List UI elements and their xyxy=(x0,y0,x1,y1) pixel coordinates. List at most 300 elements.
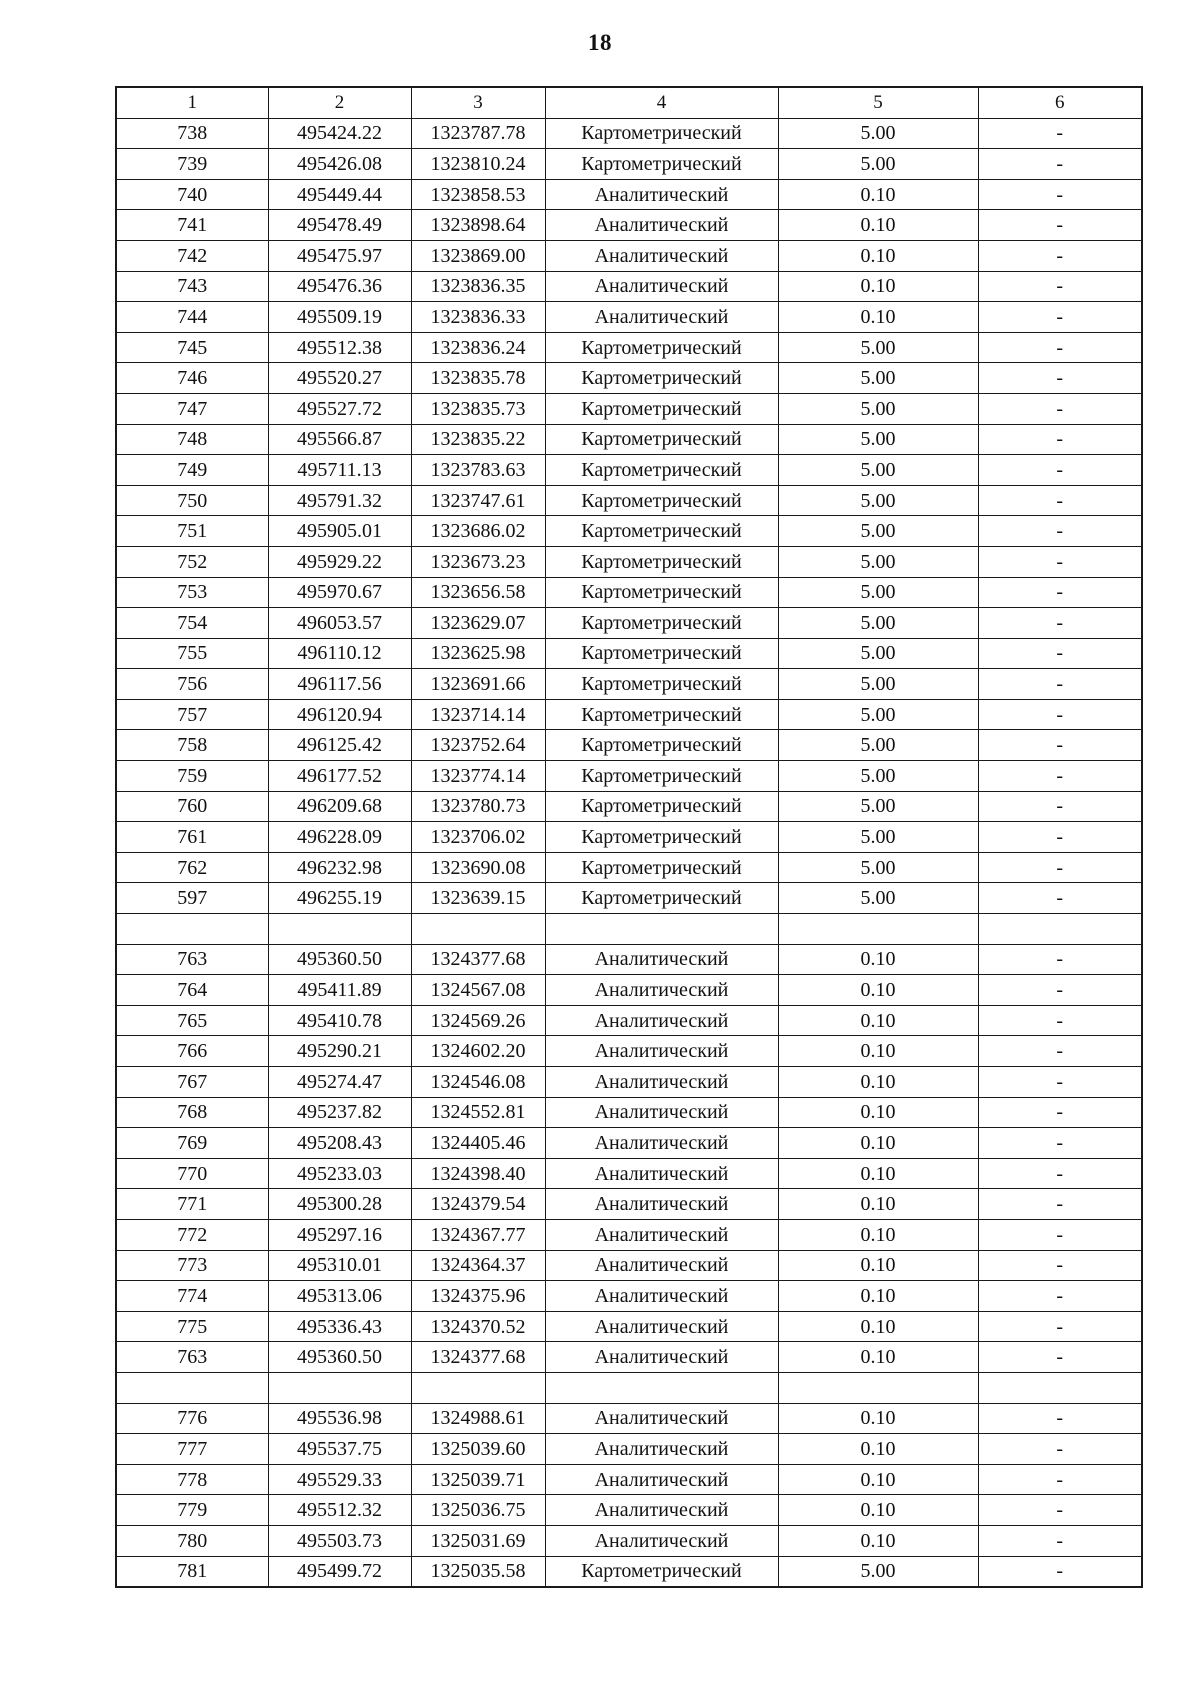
table-cell-col-2: 495336.43 xyxy=(268,1311,411,1342)
table-cell-col-3: 1324567.08 xyxy=(411,975,545,1006)
table-cell-col-6: - xyxy=(978,149,1142,180)
table-cell-col-3: 1323898.64 xyxy=(411,210,545,241)
table-cell-col-5: 0.10 xyxy=(778,1067,978,1098)
table-cell-col-2: 495536.98 xyxy=(268,1403,411,1434)
table-row xyxy=(116,271,1142,302)
table-cell-col-1: 768 xyxy=(116,1097,268,1128)
column-header-3: 3 xyxy=(411,87,545,118)
table-cell-col-3 xyxy=(411,1372,545,1403)
table-row xyxy=(116,1128,1142,1159)
table-cell-col-4: Картометрический xyxy=(545,455,778,486)
column-header-1: 1 xyxy=(116,87,268,118)
table-cell-col-6: - xyxy=(978,1097,1142,1128)
table-cell-col-5: 5.00 xyxy=(778,455,978,486)
table-cell-col-5: 0.10 xyxy=(778,1250,978,1281)
table-cell-col-6: - xyxy=(978,791,1142,822)
table-cell-col-4: Картометрический xyxy=(545,761,778,792)
table-cell-col-5: 5.00 xyxy=(778,516,978,547)
table-cell-col-5: 5.00 xyxy=(778,699,978,730)
table-row xyxy=(116,1311,1142,1342)
table-row xyxy=(116,1219,1142,1250)
table-cell-col-4: Аналитический xyxy=(545,1342,778,1373)
table-cell-col-1: 597 xyxy=(116,883,268,914)
table-row xyxy=(116,852,1142,883)
table-cell-col-6: - xyxy=(978,424,1142,455)
table-row xyxy=(116,1250,1142,1281)
table-cell-col-2: 495237.82 xyxy=(268,1097,411,1128)
table-cell-col-1: 747 xyxy=(116,393,268,424)
table-cell-col-1: 763 xyxy=(116,944,268,975)
table-cell-col-4: Аналитический xyxy=(545,179,778,210)
table-cell-col-4: Аналитический xyxy=(545,1250,778,1281)
table-row xyxy=(116,1281,1142,1312)
table-cell-col-5: 5.00 xyxy=(778,546,978,577)
table-cell-col-4: Аналитический xyxy=(545,1281,778,1312)
table-cell-col-6: - xyxy=(978,852,1142,883)
table-cell-col-3: 1324364.37 xyxy=(411,1250,545,1281)
table-cell-col-2: 495566.87 xyxy=(268,424,411,455)
table-cell-col-6: - xyxy=(978,1556,1142,1587)
table-cell-col-2: 495449.44 xyxy=(268,179,411,210)
table-row xyxy=(116,1403,1142,1434)
table-cell-col-2: 495424.22 xyxy=(268,118,411,149)
table-cell-col-1: 755 xyxy=(116,638,268,669)
table-cell-col-3: 1323673.23 xyxy=(411,546,545,577)
table-cell-col-3: 1323714.14 xyxy=(411,699,545,730)
table-cell-col-5: 5.00 xyxy=(778,822,978,853)
table-cell-col-6: - xyxy=(978,975,1142,1006)
table-cell-col-3: 1324367.77 xyxy=(411,1219,545,1250)
table-cell-col-4: Картометрический xyxy=(545,699,778,730)
table-cell-col-3: 1323869.00 xyxy=(411,240,545,271)
table-row xyxy=(116,393,1142,424)
table-cell-col-5: 0.10 xyxy=(778,1005,978,1036)
table-header-row xyxy=(116,87,1142,118)
table-cell-col-4: Картометрический xyxy=(545,332,778,363)
table-cell-col-2: 495970.67 xyxy=(268,577,411,608)
table-cell-col-1: 754 xyxy=(116,608,268,639)
table-cell-col-3: 1323836.24 xyxy=(411,332,545,363)
table-cell-col-3: 1324398.40 xyxy=(411,1158,545,1189)
table-cell-col-6: - xyxy=(978,485,1142,516)
table-cell-col-2: 495475.97 xyxy=(268,240,411,271)
table-cell-col-6: - xyxy=(978,118,1142,149)
table-cell-col-5: 0.10 xyxy=(778,1219,978,1250)
page-number: 18 xyxy=(588,30,612,55)
table-cell-col-5: 5.00 xyxy=(778,118,978,149)
table-cell-col-3: 1323691.66 xyxy=(411,669,545,700)
table-cell-col-2: 495410.78 xyxy=(268,1005,411,1036)
table-cell-col-2: 496232.98 xyxy=(268,852,411,883)
table-cell-col-1: 781 xyxy=(116,1556,268,1587)
table-row xyxy=(116,118,1142,149)
table-cell-col-1: 777 xyxy=(116,1434,268,1465)
table-cell-col-2: 495360.50 xyxy=(268,944,411,975)
table-cell-col-4: Картометрический xyxy=(545,883,778,914)
table-cell-col-3: 1323752.64 xyxy=(411,730,545,761)
table-cell-col-5: 5.00 xyxy=(778,883,978,914)
table-cell-col-1: 776 xyxy=(116,1403,268,1434)
table-row xyxy=(116,485,1142,516)
table-cell-col-6: - xyxy=(978,1311,1142,1342)
table-cell-col-4: Аналитический xyxy=(545,210,778,241)
table-cell-col-5: 0.10 xyxy=(778,302,978,333)
table-cell-col-6: - xyxy=(978,1067,1142,1098)
table-cell-col-3 xyxy=(411,914,545,945)
table-cell-col-1: 761 xyxy=(116,822,268,853)
table-row xyxy=(116,791,1142,822)
table-cell-col-1: 769 xyxy=(116,1128,268,1159)
table-cell-col-1: 764 xyxy=(116,975,268,1006)
table-cell-col-1: 760 xyxy=(116,791,268,822)
table-row xyxy=(116,944,1142,975)
table-cell-col-3: 1323690.08 xyxy=(411,852,545,883)
table-cell-col-1: 770 xyxy=(116,1158,268,1189)
table-cell-col-4 xyxy=(545,1372,778,1403)
table-cell-col-4: Картометрический xyxy=(545,424,778,455)
table-cell-col-6: - xyxy=(978,944,1142,975)
table-cell-col-3: 1323686.02 xyxy=(411,516,545,547)
table-cell-col-2: 495929.22 xyxy=(268,546,411,577)
table-cell-col-3: 1323625.98 xyxy=(411,638,545,669)
table-cell-col-5: 0.10 xyxy=(778,1434,978,1465)
table-cell-col-3: 1323629.07 xyxy=(411,608,545,639)
table-cell-col-6: - xyxy=(978,332,1142,363)
table-row xyxy=(116,914,1142,945)
table-cell-col-4: Аналитический xyxy=(545,1128,778,1159)
table-cell-col-1: 756 xyxy=(116,669,268,700)
table-cell-col-2: 495529.33 xyxy=(268,1464,411,1495)
table-cell-col-6: - xyxy=(978,1403,1142,1434)
table-cell-col-2: 496117.56 xyxy=(268,669,411,700)
table-cell-col-6: - xyxy=(978,822,1142,853)
table-cell-col-1: 772 xyxy=(116,1219,268,1250)
table-cell-col-2: 495476.36 xyxy=(268,271,411,302)
table-row xyxy=(116,761,1142,792)
column-header-2: 2 xyxy=(268,87,411,118)
table-row xyxy=(116,699,1142,730)
table-cell-col-4: Аналитический xyxy=(545,1005,778,1036)
table-cell-col-4: Картометрический xyxy=(545,118,778,149)
table-cell-col-5: 5.00 xyxy=(778,669,978,700)
table-cell-col-6: - xyxy=(978,179,1142,210)
table-cell-col-6: - xyxy=(978,638,1142,669)
table-cell-col-3: 1323783.63 xyxy=(411,455,545,486)
table-cell-col-2: 496177.52 xyxy=(268,761,411,792)
table-row xyxy=(116,546,1142,577)
table-cell-col-3: 1324379.54 xyxy=(411,1189,545,1220)
table-cell-col-4: Аналитический xyxy=(545,1189,778,1220)
table-row xyxy=(116,1097,1142,1128)
table-cell-col-2: 495233.03 xyxy=(268,1158,411,1189)
table-cell-col-3: 1323858.53 xyxy=(411,179,545,210)
table-cell-col-3: 1323835.22 xyxy=(411,424,545,455)
table-cell-col-4: Аналитический xyxy=(545,1403,778,1434)
table-cell-col-1: 762 xyxy=(116,852,268,883)
table-cell-col-5: 0.10 xyxy=(778,179,978,210)
table-cell-col-6 xyxy=(978,1372,1142,1403)
table-cell-col-2: 495905.01 xyxy=(268,516,411,547)
table-cell-col-2: 495274.47 xyxy=(268,1067,411,1098)
table-cell-col-2: 496110.12 xyxy=(268,638,411,669)
table-cell-col-4: Аналитический xyxy=(545,240,778,271)
column-header-5: 5 xyxy=(778,87,978,118)
table-cell-col-4: Картометрический xyxy=(545,485,778,516)
table-cell-col-1: 758 xyxy=(116,730,268,761)
table-cell-col-3: 1323656.58 xyxy=(411,577,545,608)
table-cell-col-4: Аналитический xyxy=(545,1067,778,1098)
table-cell-col-4: Аналитический xyxy=(545,944,778,975)
table-cell-col-5: 5.00 xyxy=(778,638,978,669)
table-cell-col-5: 0.10 xyxy=(778,210,978,241)
table-cell-col-6: - xyxy=(978,761,1142,792)
table-cell-col-5: 0.10 xyxy=(778,1495,978,1526)
table-cell-col-2: 495527.72 xyxy=(268,393,411,424)
table-cell-col-2: 495208.43 xyxy=(268,1128,411,1159)
table-cell-col-2: 495512.32 xyxy=(268,1495,411,1526)
table-cell-col-2: 495297.16 xyxy=(268,1219,411,1250)
table-cell-col-4: Картометрический xyxy=(545,516,778,547)
table-cell-col-3: 1323747.61 xyxy=(411,485,545,516)
table-row xyxy=(116,424,1142,455)
table-cell-col-4: Аналитический xyxy=(545,1495,778,1526)
table-cell-col-1: 778 xyxy=(116,1464,268,1495)
table-cell-col-4: Картометрический xyxy=(545,608,778,639)
table-cell-col-6: - xyxy=(978,669,1142,700)
table-cell-col-5 xyxy=(778,914,978,945)
table-cell-col-6: - xyxy=(978,577,1142,608)
table-cell-col-5: 0.10 xyxy=(778,1464,978,1495)
table-cell-col-2: 495310.01 xyxy=(268,1250,411,1281)
table-cell-col-3: 1324988.61 xyxy=(411,1403,545,1434)
table-cell-col-3: 1323835.78 xyxy=(411,363,545,394)
table-cell-col-6: - xyxy=(978,1189,1142,1220)
table-cell-col-5: 0.10 xyxy=(778,1311,978,1342)
table-cell-col-1: 771 xyxy=(116,1189,268,1220)
table-row xyxy=(116,608,1142,639)
table-cell-col-1: 766 xyxy=(116,1036,268,1067)
table-row xyxy=(116,363,1142,394)
table-cell-col-4: Картометрический xyxy=(545,822,778,853)
table-row xyxy=(116,669,1142,700)
coordinates-table xyxy=(115,86,1143,1588)
table-cell-col-1: 779 xyxy=(116,1495,268,1526)
table-cell-col-3: 1324569.26 xyxy=(411,1005,545,1036)
table-row xyxy=(116,730,1142,761)
table-cell-col-3: 1323774.14 xyxy=(411,761,545,792)
table-cell-col-6: - xyxy=(978,1434,1142,1465)
table-cell-col-4: Картометрический xyxy=(545,363,778,394)
table-row xyxy=(116,975,1142,1006)
table-cell-col-6: - xyxy=(978,546,1142,577)
table-cell-col-1: 745 xyxy=(116,332,268,363)
table-cell-col-4: Аналитический xyxy=(545,1097,778,1128)
table-cell-col-1: 738 xyxy=(116,118,268,149)
table-row xyxy=(116,240,1142,271)
table-cell-col-5: 5.00 xyxy=(778,608,978,639)
table-cell-col-6: - xyxy=(978,302,1142,333)
table-cell-col-3: 1324375.96 xyxy=(411,1281,545,1312)
table-cell-col-6: - xyxy=(978,730,1142,761)
table-cell-col-5: 0.10 xyxy=(778,1281,978,1312)
table-cell-col-6: - xyxy=(978,1495,1142,1526)
table-cell-col-2: 496125.42 xyxy=(268,730,411,761)
table-cell-col-1: 759 xyxy=(116,761,268,792)
table-cell-col-4: Аналитический xyxy=(545,1036,778,1067)
table-cell-col-2: 495711.13 xyxy=(268,455,411,486)
table-cell-col-2: 495791.32 xyxy=(268,485,411,516)
table-row xyxy=(116,1525,1142,1556)
table-cell-col-1: 746 xyxy=(116,363,268,394)
table-cell-col-3: 1324377.68 xyxy=(411,1342,545,1373)
table-cell-col-2: 495499.72 xyxy=(268,1556,411,1587)
table-cell-col-4 xyxy=(545,914,778,945)
table-cell-col-5: 0.10 xyxy=(778,1525,978,1556)
table-cell-col-4: Картометрический xyxy=(545,730,778,761)
table-cell-col-4: Картометрический xyxy=(545,669,778,700)
table-cell-col-5: 0.10 xyxy=(778,944,978,975)
table-cell-col-2: 495300.28 xyxy=(268,1189,411,1220)
table-body xyxy=(116,118,1142,1587)
table-cell-col-2: 495503.73 xyxy=(268,1525,411,1556)
table-cell-col-6: - xyxy=(978,363,1142,394)
table-row xyxy=(116,1189,1142,1220)
table-row xyxy=(116,1495,1142,1526)
table-cell-col-5: 0.10 xyxy=(778,1403,978,1434)
table-row xyxy=(116,1005,1142,1036)
table-cell-col-1: 741 xyxy=(116,210,268,241)
table-cell-col-3: 1325031.69 xyxy=(411,1525,545,1556)
table-cell-col-5: 5.00 xyxy=(778,424,978,455)
table-cell-col-6: - xyxy=(978,210,1142,241)
table-cell-col-1: 751 xyxy=(116,516,268,547)
table-cell-col-1: 757 xyxy=(116,699,268,730)
table-row xyxy=(116,179,1142,210)
table-cell-col-4: Аналитический xyxy=(545,1464,778,1495)
table-cell-col-4: Аналитический xyxy=(545,302,778,333)
table-cell-col-3: 1323787.78 xyxy=(411,118,545,149)
table-cell-col-3: 1324377.68 xyxy=(411,944,545,975)
column-header-6: 6 xyxy=(978,87,1142,118)
table-cell-col-4: Картометрический xyxy=(545,852,778,883)
table-cell-col-5: 0.10 xyxy=(778,975,978,1006)
table-cell-col-6: - xyxy=(978,699,1142,730)
table-cell-col-4: Картометрический xyxy=(545,791,778,822)
table-cell-col-3: 1325036.75 xyxy=(411,1495,545,1526)
table-cell-col-2: 495411.89 xyxy=(268,975,411,1006)
table-row xyxy=(116,1036,1142,1067)
table-cell-col-2: 496053.57 xyxy=(268,608,411,639)
table-cell-col-5: 0.10 xyxy=(778,271,978,302)
table-cell-col-1: 742 xyxy=(116,240,268,271)
table-cell-col-1: 752 xyxy=(116,546,268,577)
table-cell-col-3: 1324546.08 xyxy=(411,1067,545,1098)
table-cell-col-1: 774 xyxy=(116,1281,268,1312)
table-cell-col-6: - xyxy=(978,1005,1142,1036)
table-row xyxy=(116,332,1142,363)
table-cell-col-1: 775 xyxy=(116,1311,268,1342)
table-row xyxy=(116,1464,1142,1495)
table-cell-col-6: - xyxy=(978,883,1142,914)
table-cell-col-4: Аналитический xyxy=(545,975,778,1006)
table-cell-col-6: - xyxy=(978,1281,1142,1312)
table-cell-col-6: - xyxy=(978,393,1142,424)
table-cell-col-1 xyxy=(116,1372,268,1403)
table-cell-col-6: - xyxy=(978,1464,1142,1495)
table-cell-col-6: - xyxy=(978,455,1142,486)
table-cell-col-3: 1323706.02 xyxy=(411,822,545,853)
table-cell-col-3: 1324370.52 xyxy=(411,1311,545,1342)
table-cell-col-5: 5.00 xyxy=(778,761,978,792)
table-row xyxy=(116,577,1142,608)
table-cell-col-1: 750 xyxy=(116,485,268,516)
table-row xyxy=(116,516,1142,547)
table-row xyxy=(116,822,1142,853)
table-cell-col-6: - xyxy=(978,516,1142,547)
table-cell-col-1: 765 xyxy=(116,1005,268,1036)
table-cell-col-3: 1323780.73 xyxy=(411,791,545,822)
table-row xyxy=(116,1556,1142,1587)
table-cell-col-1: 763 xyxy=(116,1342,268,1373)
table-cell-col-2: 495360.50 xyxy=(268,1342,411,1373)
table-cell-col-4: Картометрический xyxy=(545,149,778,180)
table-row xyxy=(116,1372,1142,1403)
table-cell-col-6: - xyxy=(978,1036,1142,1067)
table-row xyxy=(116,302,1142,333)
table-cell-col-4: Аналитический xyxy=(545,1311,778,1342)
table-cell-col-3: 1324405.46 xyxy=(411,1128,545,1159)
table-cell-col-6: - xyxy=(978,1342,1142,1373)
table-cell-col-3: 1323810.24 xyxy=(411,149,545,180)
table-cell-col-5: 5.00 xyxy=(778,363,978,394)
table-cell-col-3: 1325039.71 xyxy=(411,1464,545,1495)
table-row xyxy=(116,1067,1142,1098)
table-cell-col-6: - xyxy=(978,1219,1142,1250)
table-row xyxy=(116,1434,1142,1465)
table-cell-col-3: 1324552.81 xyxy=(411,1097,545,1128)
table-cell-col-1: 753 xyxy=(116,577,268,608)
table-cell-col-6: - xyxy=(978,1128,1142,1159)
table-cell-col-4: Картометрический xyxy=(545,577,778,608)
table-row xyxy=(116,1158,1142,1189)
table-cell-col-4: Картометрический xyxy=(545,546,778,577)
table-cell-col-2: 495313.06 xyxy=(268,1281,411,1312)
table-cell-col-3: 1323639.15 xyxy=(411,883,545,914)
table-row xyxy=(116,149,1142,180)
table-cell-col-5: 5.00 xyxy=(778,393,978,424)
table-cell-col-5: 0.10 xyxy=(778,1189,978,1220)
table-cell-col-5: 0.10 xyxy=(778,1036,978,1067)
table-cell-col-4: Аналитический xyxy=(545,1434,778,1465)
table-cell-col-2: 495478.49 xyxy=(268,210,411,241)
table-cell-col-6 xyxy=(978,914,1142,945)
table-cell-col-2: 495426.08 xyxy=(268,149,411,180)
table-cell-col-4: Аналитический xyxy=(545,1158,778,1189)
table-cell-col-6: - xyxy=(978,1525,1142,1556)
table-cell-col-2: 496209.68 xyxy=(268,791,411,822)
table-cell-col-1: 740 xyxy=(116,179,268,210)
table-cell-col-1: 767 xyxy=(116,1067,268,1098)
table-cell-col-5: 0.10 xyxy=(778,1128,978,1159)
table-row xyxy=(116,455,1142,486)
table-cell-col-5: 5.00 xyxy=(778,791,978,822)
table-cell-col-5: 5.00 xyxy=(778,485,978,516)
table-cell-col-3: 1323836.35 xyxy=(411,271,545,302)
table-cell-col-4: Картометрический xyxy=(545,1556,778,1587)
table-cell-col-5: 0.10 xyxy=(778,1158,978,1189)
table-cell-col-1: 743 xyxy=(116,271,268,302)
table-cell-col-6: - xyxy=(978,271,1142,302)
